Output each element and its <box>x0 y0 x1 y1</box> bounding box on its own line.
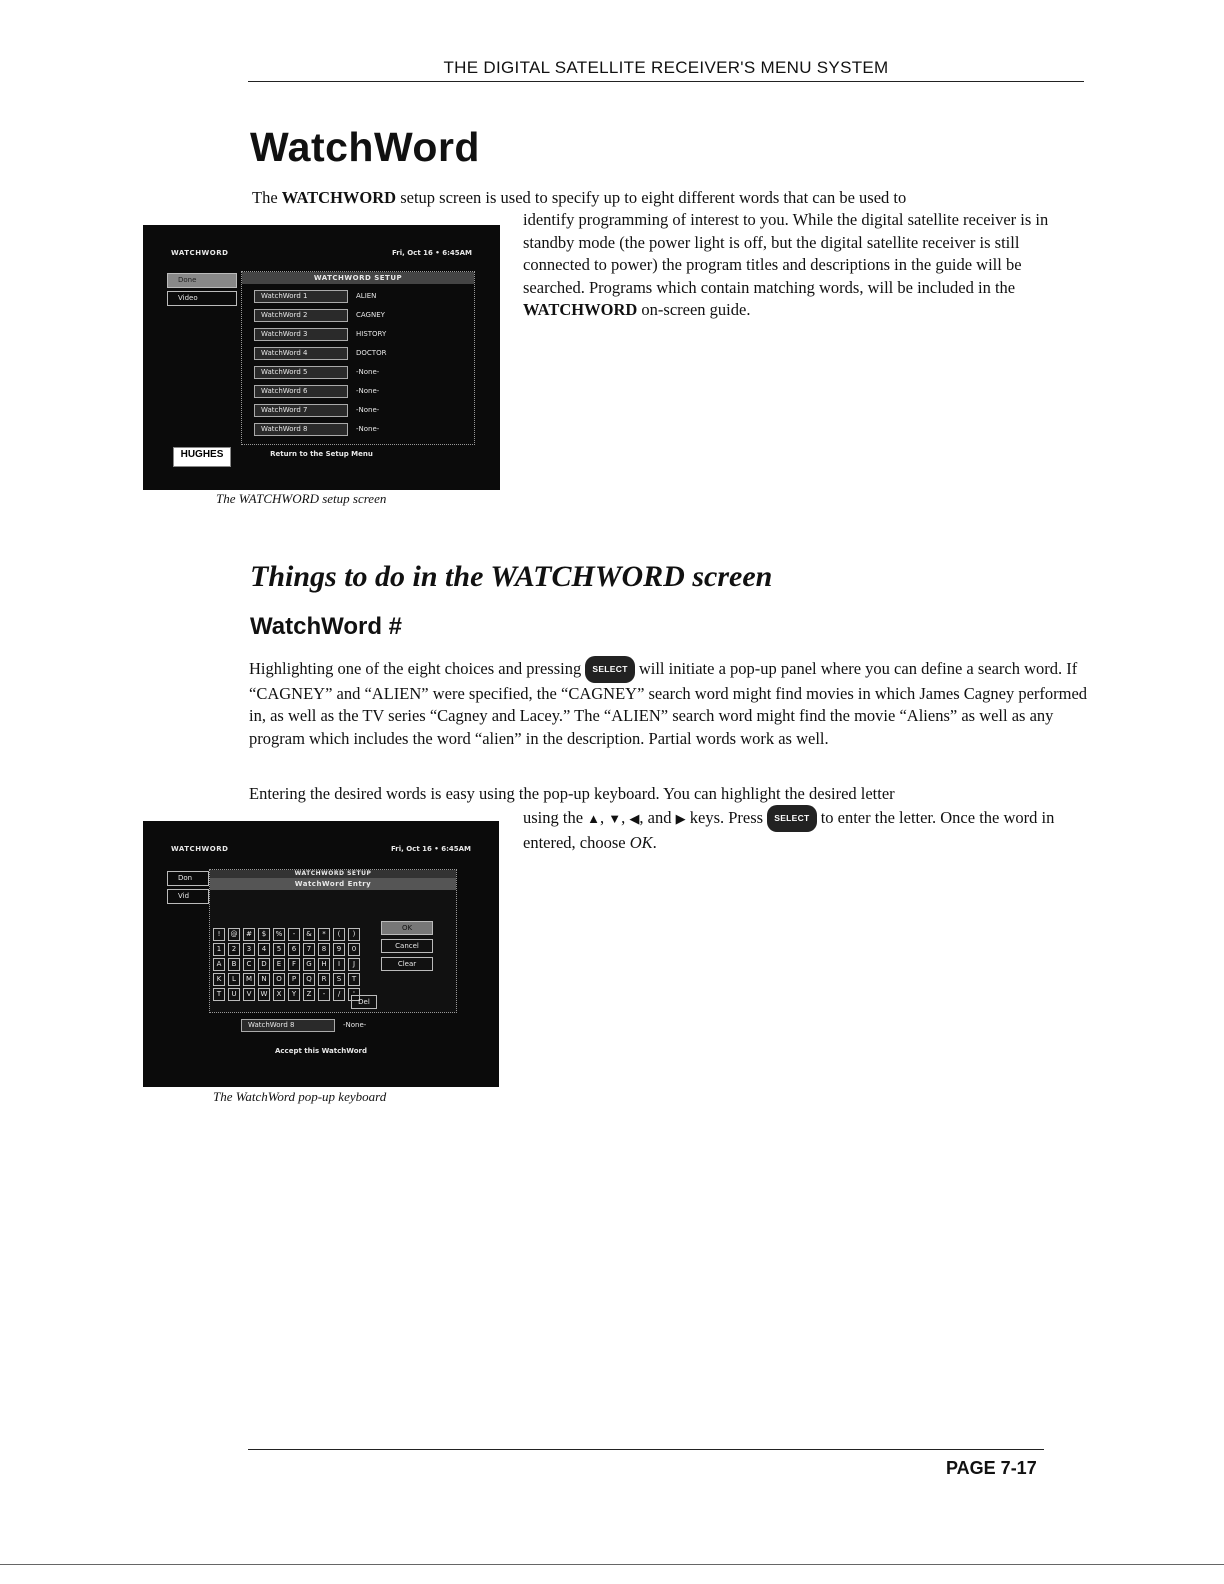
key: 3 <box>243 943 255 956</box>
key-row <box>213 921 363 936</box>
key: T <box>213 988 225 1001</box>
page-number: PAGE 7-17 <box>946 1458 1037 1478</box>
key: 6 <box>288 943 300 956</box>
screen2-footer: Accept this WatchWord <box>274 1047 367 1055</box>
screen2-done-button: Don <box>167 871 209 886</box>
arrow-right-icon: ▶ <box>675 811 686 826</box>
key: * <box>318 928 330 941</box>
watchword-paragraph <box>249 656 1089 750</box>
key: ( <box>333 928 345 941</box>
key: 8 <box>318 943 330 956</box>
caption-setup-screen: The WATCHWORD setup screen <box>216 491 387 506</box>
footer-rule <box>248 1449 1044 1450</box>
entering-paragraph-rest <box>523 805 1068 854</box>
key: H <box>318 958 330 971</box>
key: E <box>273 958 285 971</box>
scan-edge-rule <box>0 1564 1224 1565</box>
entering-text-4: to enter the letter. Once the word in entered, choose <box>523 808 1055 852</box>
keyboard-clear-button: Clear <box>381 957 433 971</box>
key-row <box>213 966 363 981</box>
screen2-date: Fri, Oct 16 • 6:45AM <box>390 845 471 853</box>
key: U <box>228 988 240 1001</box>
arrow-left-icon: ◀ <box>629 811 640 826</box>
key: Q <box>303 973 315 986</box>
key: D <box>258 958 270 971</box>
key: / <box>333 988 345 1001</box>
subsection-title: WatchWord # <box>250 613 403 640</box>
screen1-title: WATCHWORD <box>171 249 229 257</box>
key: 2 <box>228 943 240 956</box>
screen1-row <box>254 290 376 303</box>
row-value: -None- <box>356 425 380 433</box>
screen2-video-button: Vid <box>167 889 209 904</box>
key-row <box>213 936 363 951</box>
row-value: -None- <box>356 368 380 376</box>
watchword-keyboard-screenshot <box>143 821 499 1087</box>
key: F <box>288 958 300 971</box>
screen2-popup-header: WatchWord Entry <box>210 878 456 890</box>
row-value: -None- <box>356 387 380 395</box>
arrow-up-icon: ▲ <box>587 811 601 826</box>
key: 5 <box>273 943 285 956</box>
key: J <box>348 958 360 971</box>
key: V <box>243 988 255 1001</box>
row-value: DOCTOR <box>356 349 387 357</box>
key: ) <box>348 928 360 941</box>
popup-keyboard <box>213 921 363 996</box>
row-name: WatchWord 8 <box>241 1019 335 1032</box>
screen1-row <box>254 366 379 379</box>
screen2-panel-header: WATCHWORD SETUP <box>210 870 456 878</box>
entering-text-3: keys. Press <box>685 808 768 827</box>
key: B <box>228 958 240 971</box>
screen1-done-button: Done <box>167 273 237 288</box>
screen1-video-button: Video <box>167 291 237 306</box>
screen1-setup-panel <box>241 271 475 445</box>
key: 1 <box>213 943 225 956</box>
key: 4 <box>258 943 270 956</box>
key: % <box>273 928 285 941</box>
key: - <box>318 988 330 1001</box>
entering-text-5: . <box>652 832 657 852</box>
select-key-icon: SELECT <box>585 656 634 683</box>
key: P <box>288 973 300 986</box>
row-name: WatchWord 1 <box>254 290 348 303</box>
key: 9 <box>333 943 345 956</box>
key: X <box>273 988 285 1001</box>
intro-paragraph-line-1 <box>252 187 906 210</box>
row-value: HISTORY <box>356 330 387 338</box>
key: @ <box>228 928 240 941</box>
intro-bold-watchword-2: WATCHWORD <box>523 300 638 319</box>
running-header: THE DIGITAL SATELLITE RECEIVER'S MENU SYSTEM <box>443 58 889 77</box>
key: R <box>318 973 330 986</box>
screen1-row <box>254 309 385 322</box>
screen1-footer: Return to the Setup Menu <box>270 450 373 458</box>
keyboard-del-button: Del <box>351 995 377 1009</box>
intro-paragraph-rest <box>523 209 1078 322</box>
key: 0 <box>348 943 360 956</box>
key: N <box>258 973 270 986</box>
select-key-icon: SELECT <box>767 805 816 832</box>
ok-italic: OK <box>629 832 653 852</box>
row-name: WatchWord 3 <box>254 328 348 341</box>
key: O <box>273 973 285 986</box>
separator: , and <box>639 808 676 827</box>
header-rule <box>248 81 1084 82</box>
arrow-down-icon: ▼ <box>608 811 622 826</box>
section-title: Things to do in the WATCHWORD screen <box>250 560 773 593</box>
key: $ <box>258 928 270 941</box>
key: L <box>228 973 240 986</box>
keyboard-ok-button: OK <box>381 921 433 935</box>
screen1-date: Fri, Oct 16 • 6:45AM <box>391 249 472 257</box>
intro-text-4: on-screen guide. <box>637 300 751 319</box>
row-name: WatchWord 6 <box>254 385 348 398</box>
separator: , <box>600 808 609 827</box>
entering-text-2: using the <box>523 808 588 827</box>
page-title: WatchWord <box>250 124 480 170</box>
row-name: WatchWord 7 <box>254 404 348 417</box>
key: K <box>213 973 225 986</box>
screen1-row <box>254 347 386 360</box>
row-value: -None- <box>343 1021 367 1029</box>
para-text-2: will initiate a pop-up panel where you can define a search word. If “CAGNEY” and “ALIEN” were specified, the “CAGNEY” search word might find movies in which James Cagney performed in, as well as the TV series “Cagney and Lacey.” The “ALIEN” search word might find the movie “Aliens” as well as any program which includes the word “alien” in the description. Partial words work as well. <box>249 659 1088 748</box>
row-name: WatchWord 8 <box>254 423 348 436</box>
row-name: WatchWord 4 <box>254 347 348 360</box>
screen1-row <box>254 328 386 341</box>
para-text-1: Highlighting one of the eight choices and pressing <box>249 659 586 678</box>
separator: , <box>621 808 630 827</box>
screen2-title: WATCHWORD <box>171 845 229 853</box>
hughes-logo: HUGHES <box>173 447 231 467</box>
key-row <box>213 951 363 966</box>
row-value: CAGNEY <box>356 311 385 319</box>
key: # <box>243 928 255 941</box>
screen1-row <box>254 385 379 398</box>
key: - <box>288 928 300 941</box>
key: T <box>348 973 360 986</box>
watchword-setup-screenshot <box>143 225 500 490</box>
intro-text-3: identify programming of interest to you. While the digital satellite receiver is in standby mode (the power light is off, but the digital satellite receiver is still connected to power) the program titles and descriptions in the guide will be searched. Programs which contain matching words, will be included in the <box>523 210 1049 297</box>
key: Z <box>303 988 315 1001</box>
key: C <box>243 958 255 971</box>
key: A <box>213 958 225 971</box>
screen1-panel-header: WATCHWORD SETUP <box>242 272 474 284</box>
key: ! <box>213 928 225 941</box>
intro-text-1: The <box>252 188 282 207</box>
key: I <box>333 958 345 971</box>
key: G <box>303 958 315 971</box>
key-row <box>213 981 363 996</box>
key: S <box>333 973 345 986</box>
screen1-row <box>254 404 379 417</box>
key: Y <box>288 988 300 1001</box>
screen2-row <box>241 1019 366 1032</box>
key: W <box>258 988 270 1001</box>
key: M <box>243 973 255 986</box>
row-value: ALIEN <box>356 292 377 300</box>
key: & <box>303 928 315 941</box>
keyboard-cancel-button: Cancel <box>381 939 433 953</box>
intro-text-2: setup screen is used to specify up to eight different words that can be used to <box>396 188 907 207</box>
key: ' <box>348 988 360 1001</box>
row-value: -None- <box>356 406 380 414</box>
screen1-row <box>254 423 379 436</box>
row-name: WatchWord 2 <box>254 309 348 322</box>
caption-popup-keyboard: The WatchWord pop-up keyboard <box>213 1089 387 1104</box>
intro-bold-watchword: WATCHWORD <box>281 188 397 207</box>
entering-paragraph-line-1: Entering the desired words is easy using the pop-up keyboard. You can highlight the desired letter <box>249 784 895 803</box>
row-name: WatchWord 5 <box>254 366 348 379</box>
key: 7 <box>303 943 315 956</box>
